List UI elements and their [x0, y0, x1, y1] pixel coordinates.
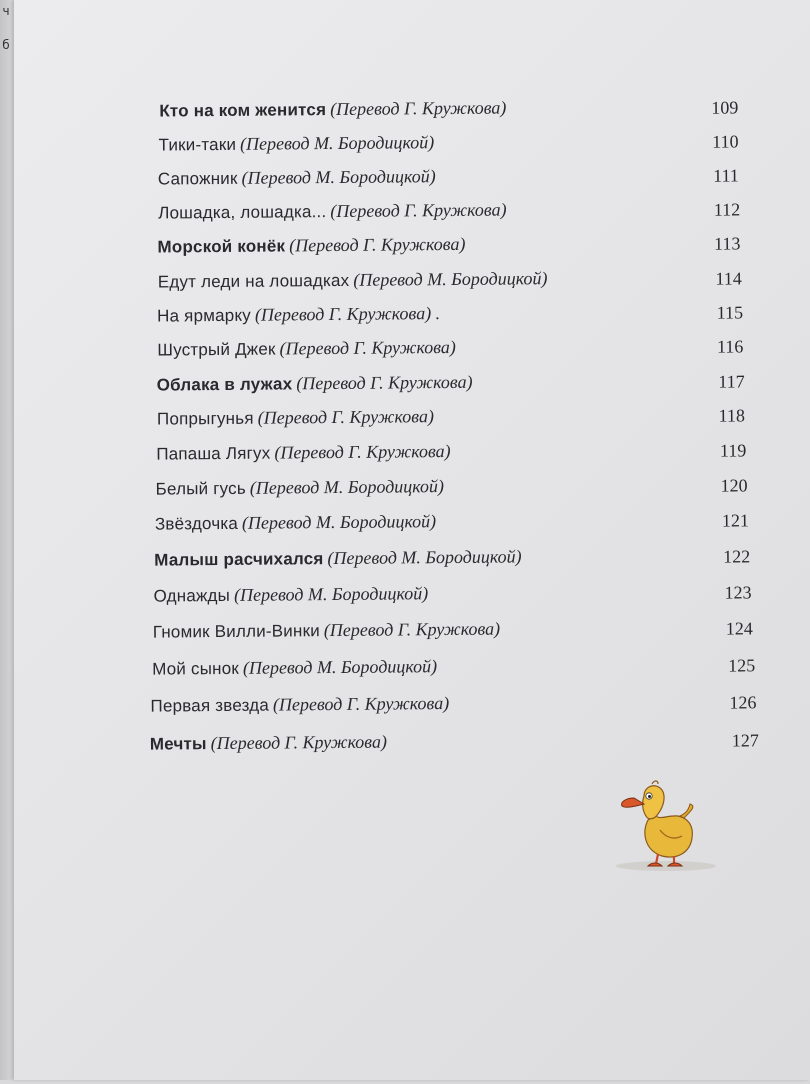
duckling-icon — [608, 776, 718, 872]
entry-page-number: 116 — [716, 336, 744, 357]
toc-entry — [152, 651, 437, 683]
toc-entry — [159, 92, 506, 125]
entry-translator: (Перевод Г. Кружкова) — [289, 233, 466, 256]
page-edge-glyph: б — [2, 38, 10, 52]
entry-page-number: 115 — [716, 302, 744, 323]
entry-page-number: 127 — [731, 730, 759, 751]
entry-translator: (Перевод Г. Кружкова) — [274, 440, 451, 463]
toc-entry — [153, 614, 501, 647]
entry-translator: (Перевод Г. Кружкова) . — [254, 303, 441, 325]
entry-page-number: 110 — [712, 131, 739, 152]
entry-title: На ярмарку — [156, 305, 252, 326]
toc-entry — [157, 367, 473, 400]
entry-title: Попрыгунья — [156, 408, 254, 429]
toc-entry — [158, 161, 436, 193]
entry-translator: (Перевод М. Бородицкой) — [327, 546, 522, 569]
entry-translator: (Перевод М. Бородицкой) — [241, 511, 437, 533]
entry-translator: (Перевод Г. Кружкова) — [296, 371, 473, 394]
entry-title: Тики-таки — [158, 134, 237, 155]
entry-title: Лошадка, лошадка... — [158, 202, 327, 223]
entry-page-number: 122 — [723, 546, 751, 567]
toc-entry — [150, 727, 387, 759]
entry-page-number: 126 — [729, 692, 757, 713]
entry-page-number: 112 — [713, 199, 741, 220]
toc-entry — [155, 471, 444, 504]
entry-page-number: 124 — [725, 618, 753, 639]
entry-title: Мой сынок — [152, 658, 240, 679]
toc-entry — [158, 194, 507, 227]
entry-page-number: 113 — [714, 233, 741, 254]
entry-title: Малыш расчихался — [154, 549, 324, 570]
toc-entry — [158, 127, 434, 159]
entry-translator: (Перевод Г. Кружкова) — [323, 618, 501, 641]
entry-title: Сапожник — [157, 168, 238, 189]
entry-page-number: 125 — [728, 655, 756, 676]
toc-entry — [157, 332, 456, 365]
entry-page-number: 109 — [711, 97, 739, 118]
toc-entry — [157, 401, 434, 433]
entry-translator: (Перевод М. Бородицкой) — [353, 268, 548, 290]
entry-translator: (Перевод Г. Кружкова) — [330, 97, 507, 120]
entry-title: Белый гусь — [155, 478, 246, 499]
entry-translator: (Перевод М. Бородицкой) — [241, 166, 436, 188]
entry-translator: (Перевод Г. Кружкова) — [272, 693, 450, 715]
entry-page-number: 117 — [718, 371, 745, 392]
entry-page-number: 123 — [724, 582, 752, 603]
entry-page-number: 118 — [718, 405, 746, 426]
entry-page-number: 119 — [719, 440, 747, 461]
entry-title: Морской конёк — [157, 236, 286, 257]
entry-translator: (Перевод М. Бородицкой) — [242, 656, 438, 678]
toc-entry — [157, 298, 440, 330]
entry-translator: (Перевод Г. Кружкова) — [210, 731, 388, 754]
entry-title: Облака в лужах — [156, 374, 293, 395]
entry-translator: (Перевод М. Бородицкой) — [249, 476, 445, 498]
toc-entry — [157, 229, 465, 262]
entry-page-number: 121 — [721, 510, 749, 531]
entry-page-number: 111 — [713, 165, 739, 186]
entry-page-number: 114 — [715, 268, 742, 289]
entry-title: Гномик Вилли-Винки — [152, 621, 320, 642]
entry-title: Едут леди на лошадках — [157, 270, 350, 292]
toc-entry — [153, 578, 428, 610]
entry-translator: (Перевод Г. Кружкова) — [330, 199, 507, 222]
entry-title: Шустрый Джек — [157, 339, 276, 360]
toc-entry — [155, 506, 436, 538]
entry-translator: (Перевод М. Бородицкой) — [240, 132, 435, 154]
entry-title: Первая звезда — [150, 695, 270, 716]
entry-translator: (Перевод Г. Кружкова) — [279, 336, 456, 359]
toc-entry — [150, 688, 449, 721]
entry-title: Звёздочка — [154, 513, 239, 534]
entry-title: Однажды — [153, 585, 231, 606]
toc-entry — [156, 436, 451, 469]
entry-title: Мечты — [149, 734, 207, 754]
page-edge-glyph: ч — [2, 4, 10, 18]
entry-translator: (Перевод М. Бородицкой) — [233, 583, 429, 605]
toc-entry — [154, 541, 522, 574]
entry-title: Папаша Лягух — [156, 443, 271, 464]
entry-translator: (Перевод Г. Кружкова) — [257, 406, 435, 428]
toc-entry — [158, 263, 548, 296]
entry-page-number: 120 — [720, 475, 748, 496]
entry-title: Кто на ком женится — [159, 100, 327, 121]
